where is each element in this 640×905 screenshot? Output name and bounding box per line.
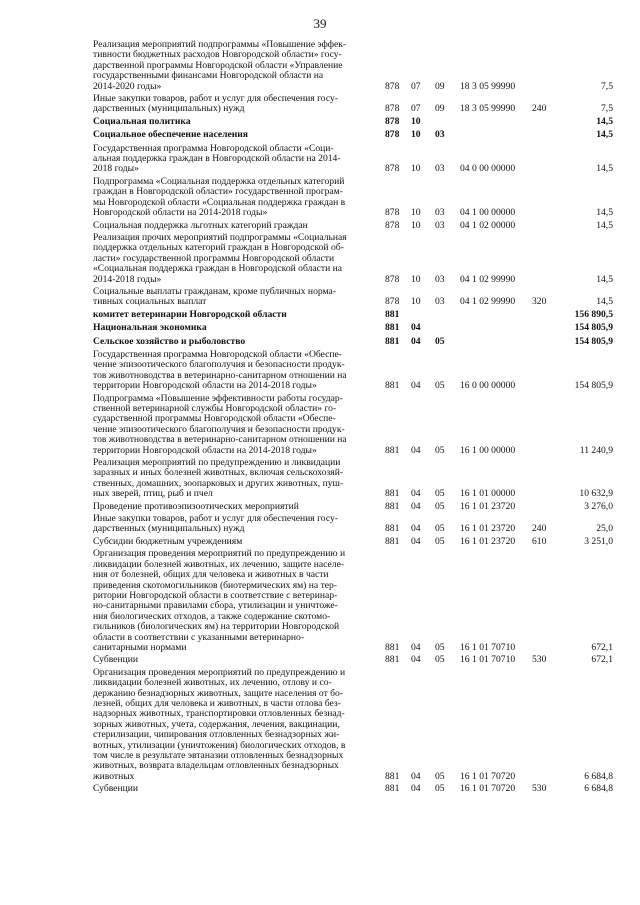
ved-code: 878	[385, 103, 400, 115]
expense-type-code: 240	[532, 103, 547, 115]
expense-type-code: 240	[532, 523, 547, 535]
table-row	[93, 221, 613, 231]
ved-code: 881	[385, 380, 400, 392]
subsection-code: 05	[435, 488, 445, 500]
amount: 14,5	[596, 207, 613, 219]
target-article-code: 18 3 05 99990	[460, 103, 516, 115]
target-article-code: 16 1 01 23720	[460, 535, 516, 547]
subsection-code: 05	[435, 641, 445, 653]
table-row	[93, 514, 613, 535]
section-code: 04	[411, 380, 421, 392]
subsection-code: 05	[435, 444, 445, 456]
amount: 7,5	[601, 103, 613, 115]
row-description: Проведение противоэпизоотических мероприятий	[93, 500, 299, 512]
section-code: 04	[411, 500, 421, 512]
ved-code: 878	[385, 129, 400, 141]
ved-code: 878	[385, 207, 400, 219]
ved-code: 878	[385, 80, 400, 92]
section-code: 10	[411, 163, 421, 175]
section-code: 07	[411, 80, 421, 92]
expense-type-code: 530	[532, 654, 547, 666]
section-code: 10	[411, 129, 421, 141]
table-row	[93, 177, 613, 219]
ved-code: 878	[385, 296, 400, 308]
page-number: 39	[313, 16, 327, 31]
subsection-code: 09	[435, 80, 445, 92]
section-code: 10	[411, 219, 421, 231]
amount: 14,5	[596, 129, 613, 141]
section-code: 10	[411, 296, 421, 308]
target-article-code: 16 1 01 70710	[460, 654, 516, 666]
target-article-code: 16 1 01 70720	[460, 770, 516, 782]
table-row	[93, 117, 613, 127]
section-code: 04	[411, 444, 421, 456]
subsection-code: 05	[435, 523, 445, 535]
subsection-code: 05	[435, 380, 445, 392]
subsection-code: 09	[435, 103, 445, 115]
row-description: Социальная поддержка льготных категорий граждан	[93, 219, 308, 231]
row-description: Организация проведения мероприятий по предупреждению и ликвидации болезней животных, их лечению, защите населе- ния от болезней, общих для человека и животных в части приведения скотомогильников (биотермических ям) на тер- ритории Новгородской области в соответствие с ветеринар- но-санитарными правилами сбора, утилизации и уничтоже- ния биологических отходов, а также содержание скотомо- гильников (биологических ям) на территории Новгородской области в соответствии с указанными ветеринарно- санитарными нормами	[93, 548, 346, 653]
table-row	[93, 655, 613, 665]
table-row	[93, 502, 613, 512]
table-row	[93, 233, 613, 285]
subsection-code: 05	[435, 535, 445, 547]
row-description: Иные закупки товаров, работ и услуг для обеспечения госу- дарственных (муниципальных) нужд	[93, 513, 338, 535]
ved-code: 881	[385, 783, 400, 795]
target-article-code: 04 0 00 00000	[460, 163, 516, 175]
table-row	[93, 287, 613, 308]
section-code: 04	[411, 654, 421, 666]
target-article-code: 16 1 01 00000	[460, 488, 516, 500]
row-description: Субсидии бюджетным учреждениям	[93, 535, 243, 547]
target-article-code: 16 1 01 23720	[460, 523, 516, 535]
amount: 14,5	[596, 115, 613, 127]
amount: 11 240,9	[579, 444, 613, 456]
section-code: 04	[411, 770, 421, 782]
row-description: Подпрограмма «Повышение эффективности работы государ- ственной ветеринарной службы Новгородской области» го- сударственной программы Новгородской области «Обеспе- чение эпизоотического благополучия и безопасности продук- тов животноводства в ветеринарно-санитарном отношении на территории Новгородской области на 2014-2018 годы»	[93, 392, 347, 456]
ved-code: 881	[385, 523, 400, 535]
row-description: Социальное обеспечение населения	[93, 129, 248, 141]
table-row	[93, 784, 613, 794]
section-code: 10	[411, 273, 421, 285]
amount: 14,5	[596, 163, 613, 175]
subsection-code: 05	[435, 783, 445, 795]
section-code: 04	[411, 322, 421, 334]
subsection-code: 05	[435, 654, 445, 666]
table-row	[93, 549, 613, 653]
subsection-code: 03	[435, 207, 445, 219]
subsection-code: 03	[435, 129, 445, 141]
row-description: Субвенции	[93, 654, 138, 666]
target-article-code: 04 1 02 00000	[460, 219, 516, 231]
table-row	[93, 350, 613, 392]
ved-code: 881	[385, 335, 400, 347]
row-description: Государственная программа Новгородской области «Соци- альная поддержка граждан в Новгородской области на 2014- 2018 годы»	[93, 142, 341, 175]
table-row	[93, 40, 613, 92]
row-description: Реализация прочих мероприятий подпрограммы «Социальная поддержка отдельных категорий граждан в Новгородской об- ласти» государственной программы Новгородской области «Социальная поддержка граждан в Новгородской области на 2014-2018 годы»	[93, 231, 347, 285]
section-code: 07	[411, 103, 421, 115]
amount: 25,0	[596, 523, 613, 535]
subsection-code: 05	[435, 335, 445, 347]
row-description: Субвенции	[93, 783, 138, 795]
ved-code: 881	[385, 308, 400, 320]
section-code: 04	[411, 783, 421, 795]
amount: 672,1	[591, 641, 613, 653]
section-code: 10	[411, 207, 421, 219]
amount: 7,5	[601, 80, 613, 92]
row-description: Иные закупки товаров, работ и услуг для обеспечения госу- дарственных (муниципальных) нужд	[93, 93, 338, 115]
table-row	[93, 94, 613, 115]
ved-code: 881	[385, 770, 400, 782]
amount: 14,5	[596, 296, 613, 308]
amount: 6 684,8	[584, 770, 613, 782]
row-description: комитет ветеринарии Новгородской области	[93, 308, 287, 320]
row-description: Сельское хозяйство и рыболовство	[93, 335, 246, 347]
ved-code: 878	[385, 115, 400, 127]
ved-code: 881	[385, 654, 400, 666]
target-article-code: 16 1 01 23720	[460, 500, 516, 512]
amount: 672,1	[591, 654, 613, 666]
row-description: Реализация мероприятий по предупреждению и ликвидации заразных и иных болезней животных, включая сельскохозяй- ственных, домашних, зоопарковых и других животных, пуш- ных зверей, птиц, рыб и пчел	[93, 457, 344, 500]
row-description: Реализация мероприятий подпрограммы «Повышение эффек- тивности бюджетных расходов Новгородской области» госу- дарственной программы Новгородской области «Управление государственными финансами Новгородской области на 2014-2020 годы»	[93, 39, 347, 92]
budget-table	[93, 40, 613, 797]
target-article-code: 04 1 00 00000	[460, 207, 516, 219]
ved-code: 881	[385, 322, 400, 334]
amount: 154 805,9	[574, 380, 613, 392]
subsection-code: 05	[435, 770, 445, 782]
target-article-code: 16 0 00 00000	[460, 380, 516, 392]
section-code: 04	[411, 535, 421, 547]
section-code: 04	[411, 335, 421, 347]
table-row	[93, 668, 613, 782]
section-code: 04	[411, 523, 421, 535]
ved-code: 881	[385, 488, 400, 500]
table-row	[93, 537, 613, 547]
amount: 10 632,9	[579, 488, 613, 500]
table-row	[93, 144, 613, 175]
ved-code: 881	[385, 535, 400, 547]
target-article-code: 04 1 02 99990	[460, 296, 516, 308]
ved-code: 878	[385, 163, 400, 175]
target-article-code: 16 1 01 70720	[460, 783, 516, 795]
ved-code: 878	[385, 273, 400, 285]
amount: 3 251,0	[584, 535, 613, 547]
row-description: Государственная программа Новгородской области «Обеспе- чение эпизоотического благополучия и безопасности продук- тов животноводства в ветеринарно-санитарном отношении на территории Новгородской области на 2014-2018 годы»	[93, 348, 347, 392]
row-description: Подпрограмма «Социальная поддержка отдельных категорий граждан в Новгородской области» государственной програм- мы Новгородской области «Социальная поддержка граждан в Новгородской области на 2014-2018 годы»	[93, 175, 346, 219]
ved-code: 881	[385, 641, 400, 653]
amount: 3 276,0	[584, 500, 613, 512]
subsection-code: 03	[435, 163, 445, 175]
table-row	[93, 323, 613, 333]
subsection-code: 03	[435, 219, 445, 231]
table-row	[93, 337, 613, 347]
row-description: Национальная экономика	[93, 322, 207, 334]
subsection-code: 05	[435, 500, 445, 512]
amount: 156 890,5	[574, 308, 613, 320]
table-row	[93, 310, 613, 320]
table-row	[93, 458, 613, 500]
ved-code: 881	[385, 444, 400, 456]
section-code: 10	[411, 115, 421, 127]
ved-code: 878	[385, 219, 400, 231]
target-article-code: 16 1 01 70710	[460, 641, 516, 653]
target-article-code: 04 1 02 99990	[460, 273, 516, 285]
amount: 154 805,9	[574, 335, 613, 347]
expense-type-code: 320	[532, 296, 547, 308]
section-code: 04	[411, 488, 421, 500]
table-row	[93, 394, 613, 456]
amount: 14,5	[596, 219, 613, 231]
amount: 154 805,9	[574, 322, 613, 334]
row-description: Организация проведения мероприятий по предупреждению и ликвидации болезней животных, их лечению, отлову и со- держанию безнадзорных животных, защите населения от бо- лезней, общих для человека и животных, в части отлова без- надзорных животных, транспортировки отловленных безнад- зорных животных, учета, содержания, лечения, вакцинации, стерилизации, чипирования отловленных безнадзорных жи- вотных, утилизации (уничтожения) биологических отходов, в том числе в результате эвтаназии отловленных безнадзорных животных, возврата владельцам отловленных безнадзорных животных	[93, 666, 346, 782]
ved-code: 881	[385, 500, 400, 512]
target-article-code: 18 3 05 99990	[460, 80, 516, 92]
section-code: 04	[411, 641, 421, 653]
row-description: Социальные выплаты гражданам, кроме публичных норма- тивных социальных выплат	[93, 285, 336, 308]
row-description: Социальная политика	[93, 115, 191, 127]
table-row	[93, 130, 613, 140]
expense-type-code: 610	[532, 535, 547, 547]
amount: 6 684,8	[584, 783, 613, 795]
amount: 14,5	[596, 273, 613, 285]
subsection-code: 03	[435, 273, 445, 285]
target-article-code: 16 1 00 00000	[460, 444, 516, 456]
expense-type-code: 530	[532, 783, 547, 795]
subsection-code: 03	[435, 296, 445, 308]
